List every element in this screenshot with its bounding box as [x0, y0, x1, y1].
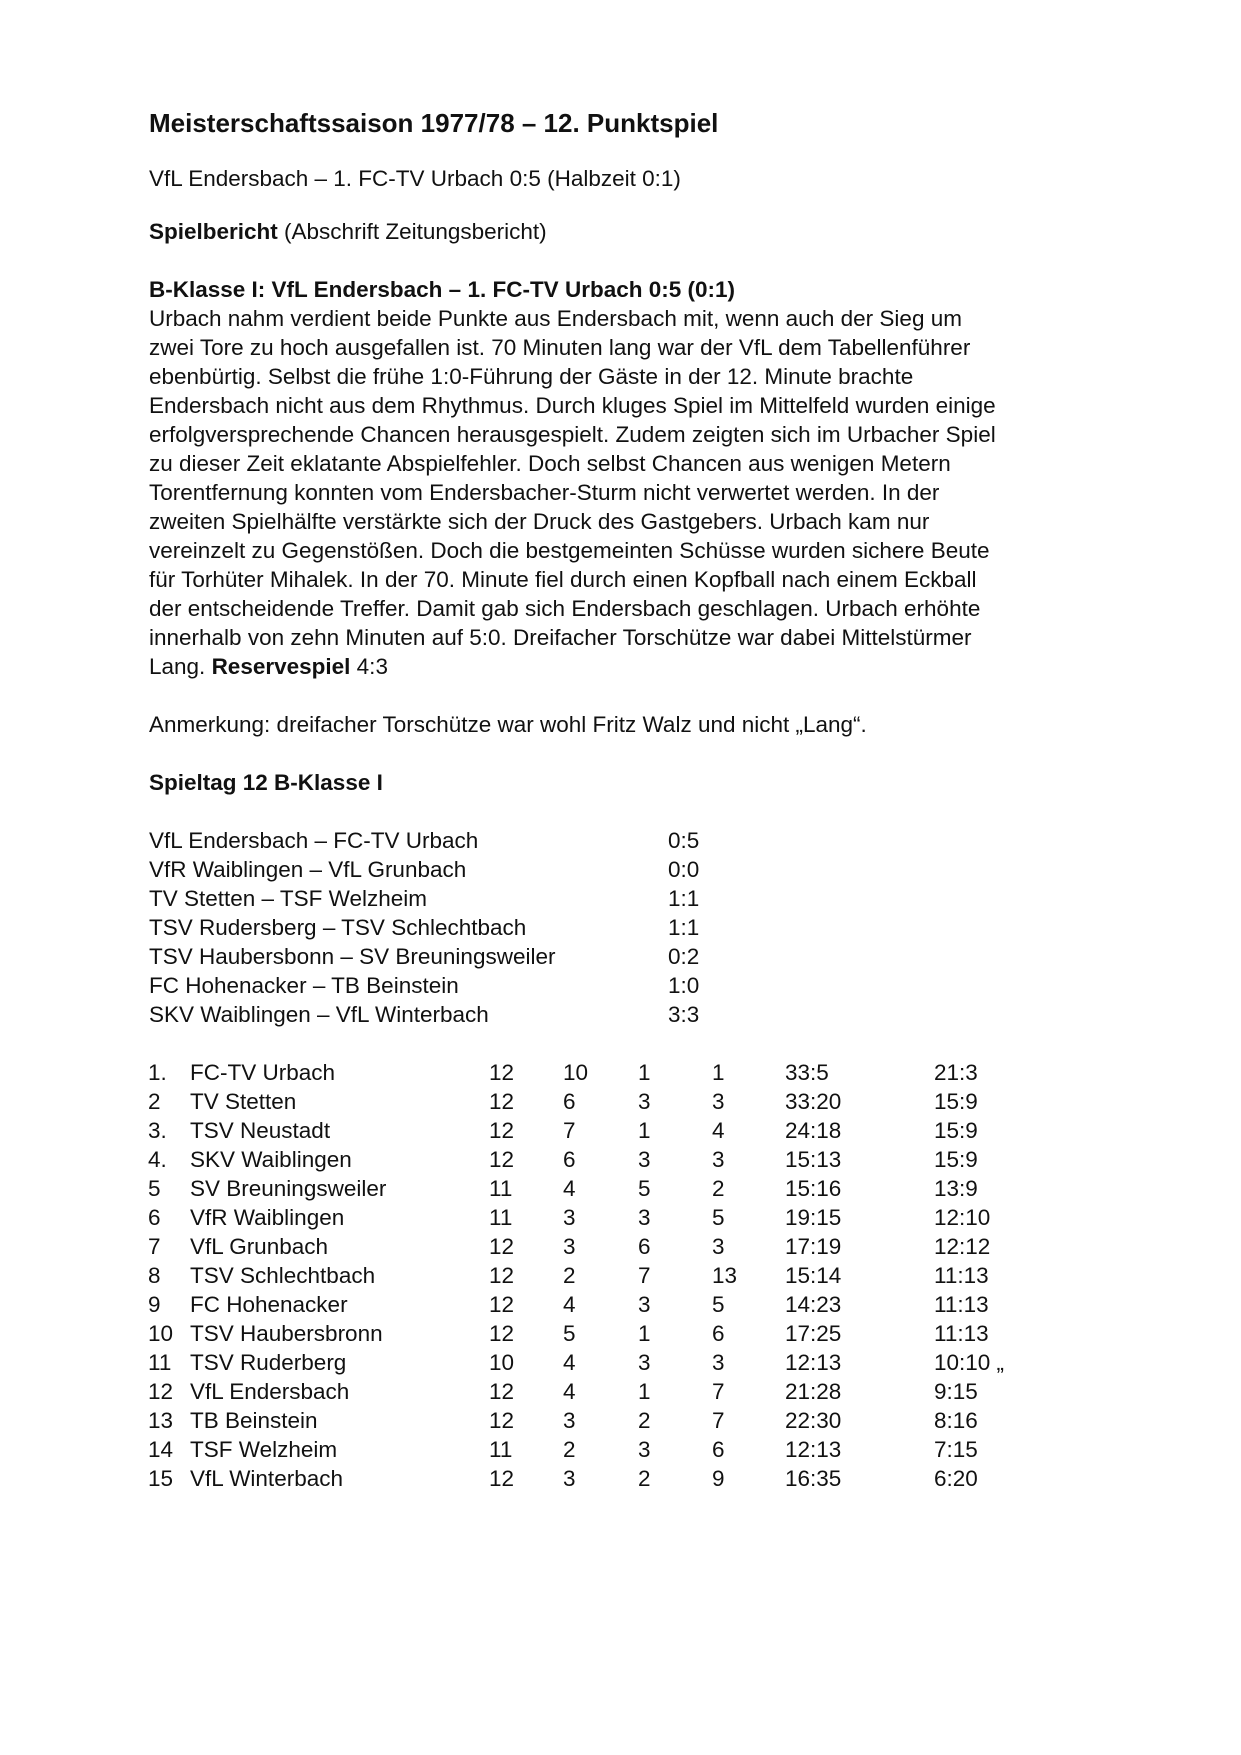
standings-played: 12 [489, 1147, 515, 1172]
standings-team: FC Hohenacker [190, 1292, 348, 1317]
standings-points: 9:15 [934, 1379, 978, 1404]
standings-lost: 5 [712, 1292, 725, 1317]
standings-played: 12 [489, 1321, 515, 1346]
report-heading-rest: (Abschrift Zeitungsbericht) [277, 219, 547, 244]
standings-won: 6 [563, 1147, 576, 1172]
table-row [148, 1174, 1034, 1203]
standings-goals: 14:23 [785, 1292, 842, 1317]
result-score: 0:0 [668, 857, 700, 882]
table-row [148, 1261, 1034, 1290]
standings-points: 12:10 [934, 1205, 991, 1230]
table-row [148, 1116, 1034, 1145]
standings-lost: 1 [712, 1060, 725, 1085]
standings-points: 15:9 [934, 1118, 978, 1143]
standings-drawn: 3 [638, 1205, 651, 1230]
matchday-heading: Spieltag 12 B-Klasse I [149, 770, 383, 795]
standings-won: 2 [563, 1263, 576, 1288]
result-match: TSV Haubersbonn – SV Breuningsweiler [149, 944, 556, 969]
standings-won: 3 [563, 1408, 576, 1433]
standings-won: 6 [563, 1089, 576, 1114]
result-score: 0:5 [668, 828, 700, 853]
table-row [148, 1203, 1034, 1232]
standings-points: 15:9 [934, 1089, 978, 1114]
standings-drawn: 2 [638, 1466, 651, 1491]
standings-goals: 16:35 [785, 1466, 842, 1491]
standings-won: 3 [563, 1466, 576, 1491]
standings-goals: 12:13 [785, 1350, 842, 1375]
standings-rank: 4. [148, 1147, 167, 1172]
standings-drawn: 7 [638, 1263, 651, 1288]
standings-points: 12:12 [934, 1234, 991, 1259]
report-heading [149, 217, 1109, 246]
standings-team: TSF Welzheim [190, 1437, 338, 1462]
standings-lost: 2 [712, 1176, 725, 1201]
standings-lost: 3 [712, 1234, 725, 1259]
table-row [148, 1058, 1034, 1087]
standings-team: TSV Schlechtbach [190, 1263, 376, 1288]
standings-team: TSV Haubersbronn [190, 1321, 383, 1346]
result-match: FC Hohenacker – TB Beinstein [149, 973, 459, 998]
standings-drawn: 1 [638, 1060, 651, 1085]
table-row [148, 1319, 1034, 1348]
standings-team: TSV Ruderberg [190, 1350, 347, 1375]
table-row [148, 1232, 1034, 1261]
standings-played: 12 [489, 1060, 515, 1085]
standings-goals: 17:25 [785, 1321, 842, 1346]
standings-played: 11 [489, 1205, 513, 1230]
standings-rank: 9 [148, 1292, 161, 1317]
standings-played: 12 [489, 1234, 515, 1259]
standings-lost: 3 [712, 1350, 725, 1375]
standings-won: 3 [563, 1234, 576, 1259]
standings-won: 5 [563, 1321, 576, 1346]
standings-goals: 12:13 [785, 1437, 842, 1462]
standings-won: 7 [563, 1118, 576, 1143]
standings-rank: 7 [148, 1234, 161, 1259]
article-body [149, 304, 1109, 681]
result-match: SKV Waiblingen – VfL Winterbach [149, 1002, 489, 1027]
standings-won: 4 [563, 1379, 576, 1404]
result-match: TSV Rudersberg – TSV Schlechtbach [149, 915, 527, 940]
standings-lost: 7 [712, 1408, 725, 1433]
standings-drawn: 3 [638, 1437, 651, 1462]
standings-played: 12 [489, 1089, 515, 1114]
standings-points: 15:9 [934, 1147, 978, 1172]
table-row [148, 1348, 1034, 1377]
standings-goals: 15:16 [785, 1176, 842, 1201]
standings-lost: 5 [712, 1205, 725, 1230]
standings-points: 6:20 [934, 1466, 978, 1491]
standings-played: 11 [489, 1176, 513, 1201]
standings-team: FC-TV Urbach [190, 1060, 336, 1085]
standings-goals: 15:14 [785, 1263, 842, 1288]
standings-drawn: 6 [638, 1234, 651, 1259]
standings-goals: 24:18 [785, 1118, 842, 1143]
standings-won: 2 [563, 1437, 576, 1462]
result-row [149, 913, 1109, 942]
standings-rank: 3. [148, 1118, 167, 1143]
standings-goals: 19:15 [785, 1205, 842, 1230]
standings-won: 4 [563, 1350, 576, 1375]
result-row [149, 942, 1109, 971]
standings-goals: 33:5 [785, 1060, 829, 1085]
standings-lost: 3 [712, 1089, 725, 1114]
standings-lost: 3 [712, 1147, 725, 1172]
standings-points: 11:13 [934, 1263, 989, 1288]
table-row [148, 1435, 1034, 1464]
report-heading-bold: Spielbericht [149, 219, 278, 244]
result-score: 0:2 [668, 944, 700, 969]
standings-drawn: 3 [638, 1089, 651, 1114]
standings-team: VfL Endersbach [190, 1379, 350, 1404]
standings-drawn: 3 [638, 1292, 651, 1317]
standings-played: 12 [489, 1379, 515, 1404]
table-row [148, 1145, 1034, 1174]
result-score: 1:1 [668, 915, 700, 940]
standings-rank: 15 [148, 1466, 174, 1491]
table-row [148, 1406, 1034, 1435]
standings-rank: 14 [148, 1437, 174, 1462]
standings-won: 4 [563, 1292, 576, 1317]
standings-played: 12 [489, 1292, 515, 1317]
standings-drawn: 1 [638, 1321, 651, 1346]
standings-goals: 15:13 [785, 1147, 842, 1172]
standings-goals: 21:28 [785, 1379, 842, 1404]
standings-lost: 13 [712, 1263, 738, 1288]
result-match: VfL Endersbach – FC-TV Urbach [149, 828, 479, 853]
standings-rank: 5 [148, 1176, 161, 1201]
standings-rank: 12 [148, 1379, 174, 1404]
standings-won: 10 [563, 1060, 589, 1085]
standings-points: 8:16 [934, 1408, 978, 1433]
standings-team: TB Beinstein [190, 1408, 318, 1433]
standings-team: VfR Waiblingen [190, 1205, 345, 1230]
standings-played: 12 [489, 1408, 515, 1433]
standings-drawn: 2 [638, 1408, 651, 1433]
standings-drawn: 5 [638, 1176, 651, 1201]
standings-points: 7:15 [934, 1437, 978, 1462]
result-score: 1:1 [668, 886, 700, 911]
standings-drawn: 3 [638, 1350, 651, 1375]
standings-lost: 6 [712, 1321, 725, 1346]
reserve-score: 4:3 [350, 654, 388, 679]
standings-points: 11:13 [934, 1292, 989, 1317]
result-row [149, 826, 1109, 855]
article-text: Urbach nahm verdient beide Punkte aus Endersbach mit, wenn auch der Sieg um zwei Tore zu hoch ausgefallen ist. 70 Minuten lang war der VfL dem Tabellenführer ebenbürtig. Selbst die frühe 1:0-Führung der Gäste in der 12. Minute brachte Endersbach nicht aus dem Rhythmus. Durch kluges Spiel im Mittelfeld wurden einige erfolgversprechende Chancen herausgespielt. Zudem zeigten sich im Urbacher Spiel zu dieser Zeit eklatante Abspielfehler. Doch selbst Chancen aus wenigen Metern Torentfernung konnten vom Endersbacher-Sturm nicht verwertet werden. In der zweiten Spielhälfte verstärkte sich der Druck des Gastgebers. Urbach kam nur vereinzelt zu Gegenstößen. Doch die bestgemeinten Schüsse wurden sichere Beute für Torhüter Mihalek. In der 70. Minute fiel durch einen Kopfball nach einem Eckball der entscheidende Treffer. Damit gab sich Endersbach geschlagen. Urbach erhöhte innerhalb von zehn Minuten auf 5:0. Dreifacher Torschütze war dabei Mittelstürmer Lang. [149, 306, 996, 679]
standings-lost: 9 [712, 1466, 725, 1491]
standings-played: 12 [489, 1263, 515, 1288]
standings-points: 10:10 „ [934, 1350, 1005, 1375]
standings-rank: 1. [148, 1060, 167, 1085]
standings-goals: 33:20 [785, 1089, 842, 1114]
standings-lost: 6 [712, 1437, 725, 1462]
standings-points: 13:9 [934, 1176, 978, 1201]
standings-rank: 2 [148, 1089, 161, 1114]
note: Anmerkung: dreifacher Torschütze war wohl Fritz Walz und nicht „Lang“. [149, 712, 867, 737]
standings-team: SKV Waiblingen [190, 1147, 352, 1172]
result-row [149, 855, 1109, 884]
standings-goals: 17:19 [785, 1234, 842, 1259]
standings-lost: 4 [712, 1118, 725, 1143]
standings-team: VfL Grunbach [190, 1234, 328, 1259]
standings-team: TSV Neustadt [190, 1118, 331, 1143]
table-row [148, 1464, 1034, 1493]
standings-rank: 8 [148, 1263, 161, 1288]
standings-team: VfL Winterbach [190, 1466, 343, 1491]
article-headline: B-Klasse I: VfL Endersbach – 1. FC-TV Urbach 0:5 (0:1) [149, 277, 735, 302]
result-score: 1:0 [668, 973, 700, 998]
standings-drawn: 1 [638, 1379, 651, 1404]
standings-rank: 11 [148, 1350, 172, 1375]
standings-played: 10 [489, 1350, 515, 1375]
standings-drawn: 1 [638, 1118, 651, 1143]
standings-played: 12 [489, 1118, 515, 1143]
table-row [148, 1290, 1034, 1319]
result-match: TV Stetten – TSF Welzheim [149, 886, 428, 911]
standings-rank: 10 [148, 1321, 174, 1346]
table-row [148, 1087, 1034, 1116]
result-row [149, 884, 1109, 913]
standings-won: 4 [563, 1176, 576, 1201]
result-score: 3:3 [668, 1002, 700, 1027]
page-title: Meisterschaftssaison 1977/78 – 12. Punktspiel [149, 108, 719, 138]
standings-goals: 22:30 [785, 1408, 842, 1433]
result-row [149, 971, 1109, 1000]
standings-team: SV Breuningsweiler [190, 1176, 387, 1201]
match-line: VfL Endersbach – 1. FC-TV Urbach 0:5 (Halbzeit 0:1) [149, 166, 681, 191]
table-row [148, 1377, 1034, 1406]
standings-rank: 13 [148, 1408, 174, 1433]
standings-table [148, 1058, 1034, 1493]
standings-points: 21:3 [934, 1060, 978, 1085]
results-list [149, 826, 1109, 1029]
standings-played: 12 [489, 1466, 515, 1491]
standings-played: 11 [489, 1437, 513, 1462]
standings-rank: 6 [148, 1205, 161, 1230]
result-row [149, 1000, 1109, 1029]
standings-team: TV Stetten [190, 1089, 297, 1114]
result-match: VfR Waiblingen – VfL Grunbach [149, 857, 467, 882]
document-page [149, 106, 1109, 1493]
standings-drawn: 3 [638, 1147, 651, 1172]
standings-won: 3 [563, 1205, 576, 1230]
reserve-label: Reservespiel [211, 654, 351, 679]
standings-lost: 7 [712, 1379, 725, 1404]
standings-points: 11:13 [934, 1321, 989, 1346]
